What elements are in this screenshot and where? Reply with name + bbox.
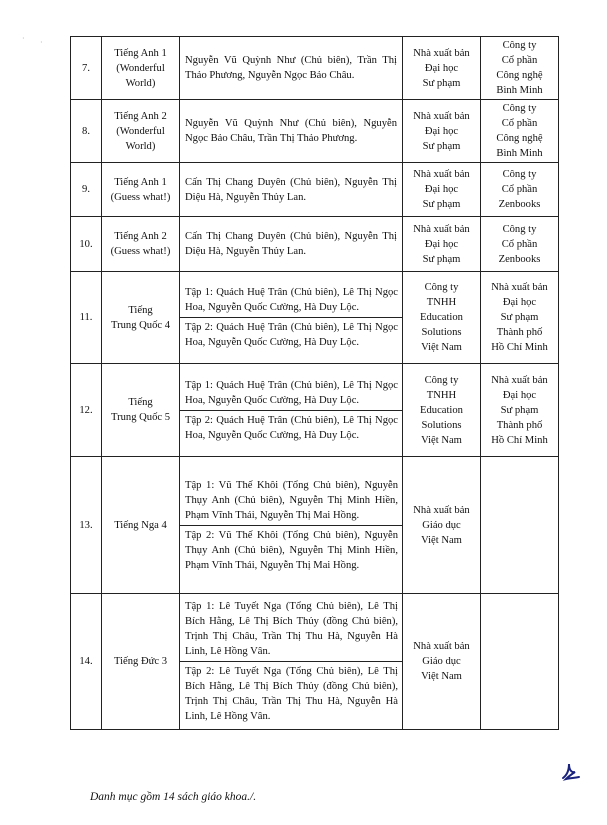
book-title: Tiếng Anh 1 (Wonderful World) (102, 37, 180, 100)
scan-speck: · (22, 34, 25, 43)
book-title: Tiếng Anh 1 (Guess what!) (102, 163, 180, 217)
table-row (71, 37, 559, 100)
distributor (481, 457, 559, 594)
table-row (71, 163, 559, 217)
scan-speck: · (40, 38, 43, 47)
row-number: 7. (71, 37, 102, 100)
authors-cell (180, 272, 403, 364)
authors-cell: Nguyễn Vũ Quỳnh Như (Chủ biên), Trần Thị Thảo Phương, Nguyễn Ngọc Bảo Châu. (180, 37, 403, 100)
book-title: Tiếng Anh 2 (Wonderful World) (102, 100, 180, 163)
row-number: 10. (71, 217, 102, 272)
volume-authors: Tập 2: Lê Tuyết Nga (Tổng Chủ biên), Lê Thị Bích Hằng, Lê Thị Bích Thủy (đồng Chủ biên), Trịnh Thị Châu, Trần Thị Thu Hà, Nguyễn Hà Linh, Lê Hồng Vân. (180, 661, 402, 726)
publisher: Nhà xuất bản Đại học Sư phạm (403, 163, 481, 217)
distributor (481, 594, 559, 730)
book-title: Tiếng Nga 4 (102, 457, 180, 594)
distributor: Nhà xuất bản Đại học Sư phạm Thành phố Hồ Chí Minh (481, 364, 559, 457)
table-row (71, 272, 559, 364)
distributor: Công ty Cổ phần Công nghệ Bình Minh (481, 37, 559, 100)
book-title: Tiếng Trung Quốc 5 (102, 364, 180, 457)
volume-authors: Tập 2: Vũ Thế Khôi (Tổng Chủ biên), Nguyễn Thụy Anh (Chủ biên), Nguyễn Thị Minh Hiền, Phạm Vĩnh Thái, Nguyễn Thị Mai Hồng. (180, 525, 402, 575)
volume-authors: Tập 1: Vũ Thế Khôi (Tổng Chủ biên), Nguyễn Thụy Anh (Chủ biên), Nguyễn Thị Minh Hiền, Phạm Vĩnh Thái, Nguyễn Thị Mai Hồng. (185, 479, 398, 521)
volume-authors: Tập 1: Quách Huệ Trân (Chủ biên), Lê Thị Ngọc Hoa, Nguyễn Quốc Cường, Hà Duy Lộc. (185, 379, 398, 406)
distributor: Công ty Cổ phần Zenbooks (481, 163, 559, 217)
book-title: Tiếng Trung Quốc 4 (102, 272, 180, 364)
volume-authors: Tập 1: Lê Tuyết Nga (Tổng Chủ biên), Lê Thị Bích Hằng, Lê Thị Bích Thủy (đồng Chủ biên), Trịnh Thị Châu, Trần Thị Thu Hà, Nguyễn Hà Linh, Lê Hồng Vân. (185, 601, 398, 657)
table-row (71, 364, 559, 457)
publisher: Công ty TNHH Education Solutions Việt Nam (403, 272, 481, 364)
table-body (71, 37, 559, 730)
publisher: Công ty TNHH Education Solutions Việt Nam (403, 364, 481, 457)
book-title: Tiếng Anh 2 (Guess what!) (102, 217, 180, 272)
distributor: Nhà xuất bản Đại học Sư phạm Thành phố Hồ Chí Minh (481, 272, 559, 364)
row-number: 12. (71, 364, 102, 457)
publisher: Nhà xuất bản Giáo dục Việt Nam (403, 457, 481, 594)
publisher: Nhà xuất bản Đại học Sư phạm (403, 37, 481, 100)
table-row (71, 100, 559, 163)
row-number: 14. (71, 594, 102, 730)
book-title: Tiếng Đức 3 (102, 594, 180, 730)
row-number: 13. (71, 457, 102, 594)
list-footer-note: Danh mục gồm 14 sách giáo khoa./. (90, 791, 257, 803)
row-number: 11. (71, 272, 102, 364)
publisher: Nhà xuất bản Đại học Sư phạm (403, 217, 481, 272)
authors-cell (180, 457, 403, 594)
distributor: Công ty Cổ phần Zenbooks (481, 217, 559, 272)
publisher: Nhà xuất bản Giáo dục Việt Nam (403, 594, 481, 730)
handwritten-initial-mark (560, 760, 582, 782)
row-number: 9. (71, 163, 102, 217)
volume-authors: Tập 2: Quách Huệ Trân (Chủ biên), Lê Thị Ngọc Hoa, Nguyễn Quốc Cường, Hà Duy Lộc. (180, 317, 402, 352)
table-row (71, 217, 559, 272)
textbook-table (70, 36, 559, 730)
authors-cell: Cấn Thị Chang Duyên (Chủ biên), Nguyễn Thị Diệu Hà, Nguyễn Thủy Lan. (180, 217, 403, 272)
row-number: 8. (71, 100, 102, 163)
volume-authors: Tập 1: Quách Huệ Trân (Chủ biên), Lê Thị Ngọc Hoa, Nguyễn Quốc Cường, Hà Duy Lộc. (185, 287, 398, 313)
authors-cell: Nguyễn Vũ Quỳnh Như (Chủ biên), Nguyễn Ngọc Bảo Châu, Trần Thị Thảo Phương. (180, 100, 403, 163)
authors-cell (180, 364, 403, 457)
table-row (71, 457, 559, 594)
table-row (71, 594, 559, 730)
volume-authors: Tập 2: Quách Huệ Trân (Chủ biên), Lê Thị Ngọc Hoa, Nguyễn Quốc Cường, Hà Duy Lộc. (180, 410, 402, 445)
authors-cell: Cấn Thị Chang Duyên (Chủ biên), Nguyễn Thị Diệu Hà, Nguyễn Thủy Lan. (180, 163, 403, 217)
authors-cell (180, 594, 403, 730)
distributor: Công ty Cổ phần Công nghệ Bình Minh (481, 100, 559, 163)
publisher: Nhà xuất bản Đại học Sư phạm (403, 100, 481, 163)
